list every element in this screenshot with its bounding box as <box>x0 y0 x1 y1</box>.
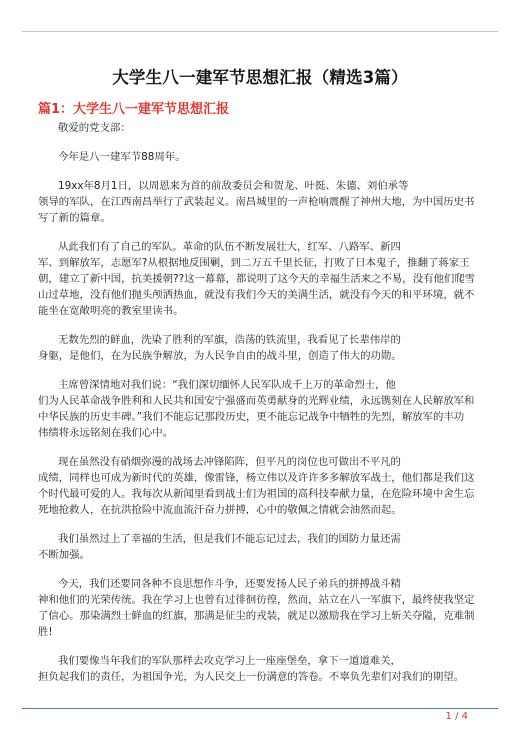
paragraph-line: 胜! <box>38 626 53 638</box>
paragraph-line: 无数先烈的鲜血，洗染了胜利的军旗，浩荡的铁流里，我看见了长辈伟岸的 <box>58 334 401 346</box>
paragraph-line: 军、到解放军，志愿军?从根据地反围剿，到二万五千里长征，打败了日本鬼子，推翻了蒋家王 <box>38 257 470 269</box>
footer-rule <box>22 708 498 709</box>
paragraph <box>38 149 482 165</box>
paragraph-line: 了信心。那染满烈士鲜血的红旗，那满是征尘的戎装，就足以激励我在学习上斩关夺隘，克难制 <box>38 610 475 622</box>
paragraph-line: 能坐在宽敞明亮的教室里读书。 <box>38 305 184 317</box>
paragraph-line: 死地抢救人，在抗洪抢险中流血流汗奋力拼搏，心中的敬佩之情就会油然而起。 <box>38 504 402 516</box>
paragraph <box>38 576 482 640</box>
paragraph-line: 今年是八一建军节88周年。 <box>58 151 186 163</box>
paragraph-line: 中华民族的历史丰碑。”我们不能忘记那段历史，更不能忘记战争中牺牲的先烈，解放军的丰功 <box>38 411 465 423</box>
paragraph-line: 我们虽然过上了幸福的生活，但是我们不能忘记过去，我们的国防力量还需 <box>58 533 401 545</box>
paragraph-line: 个时代最可爱的人。我每次从新闻里看到战士们为祖国的高科技奉献力量，在危险环境中舍生忘 <box>38 488 475 500</box>
paragraph-line: 山过草地，没有他们抛头颅洒热血，就没有我们今天的美满生活，就没有今天的和平环境，就不 <box>38 289 475 301</box>
paragraph-line: 从此我们有了自己的军队。革命的队伍不断发展壮大，红军、八路军、新四 <box>58 241 401 253</box>
page-indicator[interactable]: 1 / 4 <box>445 711 468 722</box>
document-title: 大学生八一建军节思想汇报（精选3篇） <box>112 68 408 87</box>
paragraph <box>38 531 482 563</box>
paragraph-line: 19xx年8月1日，以周恩来为首的前敌委员会和贺龙、叶挺、朱德、刘伯承等 <box>58 180 409 192</box>
paragraph-line: 主席曾深情地对我们说：“我们深切缅怀人民军队成千上万的革命烈士，他 <box>58 379 396 391</box>
paragraph-line: 伟绩将永远铭刻在我们心中。 <box>38 427 174 439</box>
paragraph-line: 现在虽然没有硝烟弥漫的战场去冲锋陷阵，但平凡的岗位也可做出不平凡的 <box>58 456 401 468</box>
paragraph-line: 身躯，是他们，在为民族争解放，为人民争自由的战斗里，创造了伟大的功勋。 <box>38 350 402 362</box>
paragraph-line: 成绩，同样也可成为新时代的英雄，像雷锋，杨立伟以及许许多多解放军战士，他们都是我们这 <box>38 472 475 484</box>
document-body <box>38 120 482 698</box>
paragraph <box>38 120 482 136</box>
paragraph-line: 神和他们的光荣传统。我在学习上也曾有过徘徊彷徨，然而，站立在八一军旗下，最终使我坚定 <box>38 594 475 606</box>
paragraph <box>38 377 482 441</box>
paragraph-line: 写了新的篇章。 <box>38 212 111 224</box>
paragraph-line: 朝，建立了新中国，抗美援朝??这一幕幕，都说明了这今天的幸福生活来之不易，没有他们爬雪 <box>38 273 476 285</box>
paragraph <box>38 178 482 226</box>
paragraph-line: 领导的军队，在江西南昌举行了武装起义。南昌城里的一声枪响震醒了神州大地，为中国历史书 <box>38 196 475 208</box>
paragraph <box>38 239 482 319</box>
paragraph-line: 我们要像当年我们的军队那样去攻克学习上一座座堡垒，拿下一道道难关， <box>58 655 401 667</box>
paragraph <box>38 653 482 685</box>
header-rule <box>22 31 498 32</box>
section-heading: 篇1：大学生八一建军节思想汇报 <box>38 102 230 117</box>
paragraph-line: 担负起我们的责任，为祖国争光，为人民交上一份满意的答卷。不辜负先辈们对我们的期望。 <box>38 671 465 683</box>
paragraph-line: 不断加强。 <box>38 549 90 561</box>
paragraph <box>38 332 482 364</box>
paragraph <box>38 454 482 518</box>
paragraph-line: 敬爱的党支部： <box>58 122 131 134</box>
paragraph-line: 们为人民革命战争胜利和人民共和国安宁强盛而英勇献身的光辉业绩，永远镌刻在人民解放军和 <box>38 395 475 407</box>
paragraph-line: 今天，我们还要同各种不良思想作斗争，还要发扬人民子弟兵的拼搏战斗精 <box>58 578 401 590</box>
